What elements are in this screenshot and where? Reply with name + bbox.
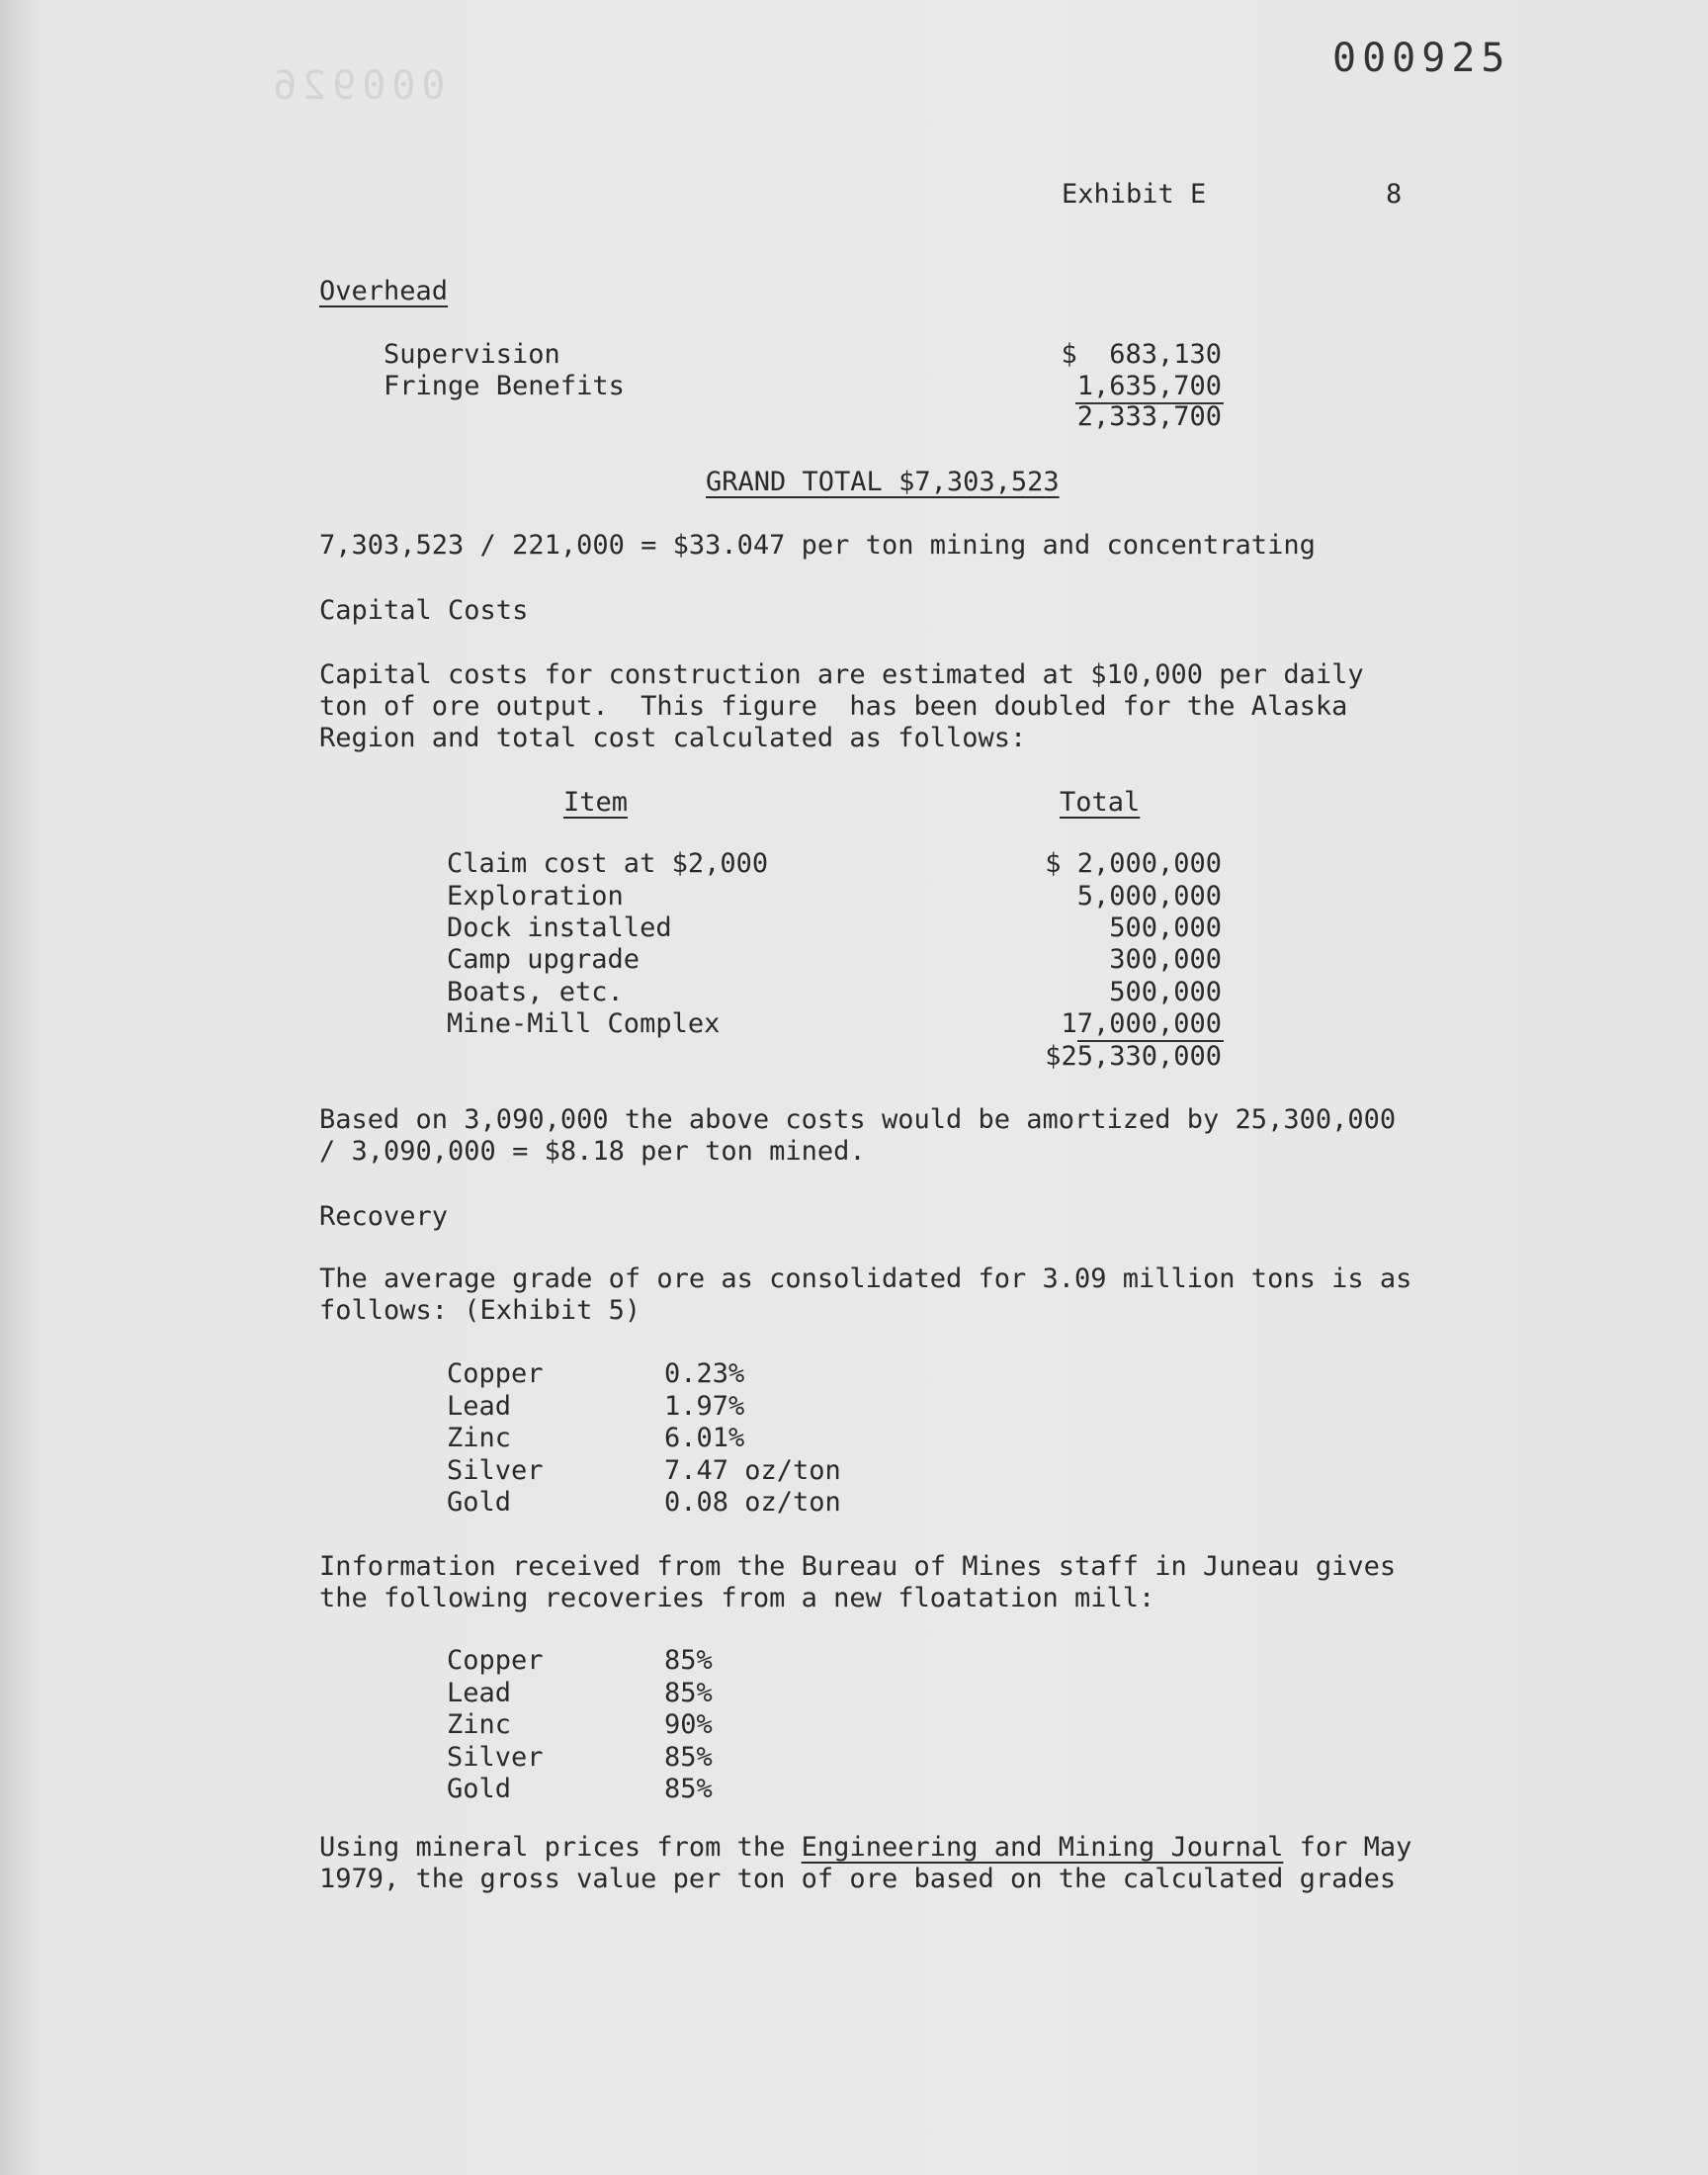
overhead-subtotal: 2,333,700 [1076, 401, 1222, 432]
capital-item-total: $ 2,000,000 [1045, 848, 1222, 879]
grade-metal: Lead [447, 1390, 512, 1422]
recovery-rate-list [447, 1645, 862, 1806]
closing-line-2: 1979, the gross value per ton of ore based on the calculated grades [319, 1864, 1397, 1894]
capital-item-label: Dock installed [447, 913, 672, 943]
per-ton-line: 7,303,523 / 221,000 = $33.047 per ton mining and concentrating [319, 530, 1316, 561]
grade-value: 0.08 oz/ton [664, 1487, 841, 1518]
grade-metal: Copper [447, 1358, 544, 1389]
column-header-total: Total [1060, 787, 1141, 818]
recovery-heading: Recovery [319, 1201, 449, 1232]
amortize-line-2: / 3,090,000 = $8.18 per ton mined. [319, 1136, 866, 1167]
bureau-line-2: the following recoveries from a new floatation mill: [319, 1583, 1155, 1613]
closing-prefix: Using mineral prices from the [319, 1832, 802, 1863]
recovery-metal: Lead [447, 1677, 512, 1708]
recovery-value: 85% [664, 1677, 713, 1708]
bleed-through-number: 000926 [267, 63, 446, 109]
closing-line-1 [319, 1831, 1411, 1864]
grade-metal: Zinc [447, 1423, 512, 1453]
grade-metal: Gold [447, 1487, 512, 1518]
capital-item-total: 500,000 [1109, 977, 1222, 1007]
recovery-value: 90% [664, 1709, 713, 1740]
recovery-metal: Zinc [447, 1709, 512, 1740]
exhibit-label: Exhibit E [1062, 179, 1207, 210]
capital-paragraph-line-3: Region and total cost calculated as follows: [319, 723, 1027, 753]
bureau-line-1: Information received from the Bureau of Mines staff in Juneau gives [319, 1551, 1397, 1582]
grade-value: 7.47 oz/ton [664, 1454, 841, 1486]
capital-heading: Capital Costs [319, 595, 529, 626]
capital-item-label: Boats, etc. [447, 977, 624, 1007]
capital-item-total: 300,000 [1109, 944, 1222, 975]
capital-grand-total: $25,330,000 [1045, 1041, 1222, 1072]
overhead-amount-supervision: $ 683,130 [1061, 339, 1222, 370]
amortize-line-1: Based on 3,090,000 the above costs would be amortized by 25,300,000 [319, 1104, 1397, 1135]
ore-grade-list [447, 1358, 961, 1520]
recovery-value: 85% [664, 1774, 713, 1804]
capital-item-total: 5,000,000 [1076, 881, 1222, 912]
recovery-metal: Gold [447, 1774, 512, 1804]
capital-paragraph-line-2: ton of ore output. This figure has been doubled for the Alaska [319, 691, 1348, 722]
capital-item-label: Exploration [447, 881, 624, 912]
grade-value: 6.01% [664, 1423, 745, 1453]
document-number: 000925 [1332, 36, 1511, 81]
grade-value: 1.97% [664, 1390, 745, 1422]
capital-item-total: 500,000 [1109, 913, 1222, 943]
capital-item-label: Claim cost at $2,000 [447, 848, 769, 879]
overhead-heading: Overhead [319, 276, 449, 306]
overhead-label-fringe: Fringe Benefits [384, 371, 625, 401]
capital-paragraph-line-1: Capital costs for construction are estimated at $10,000 per daily [319, 659, 1364, 690]
capital-item-label: Camp upgrade [447, 944, 640, 975]
column-header-item: Item [563, 787, 629, 818]
overhead-amount-fringe: 1,635,700 [1076, 371, 1222, 401]
capital-item-label: Mine-Mill Complex [447, 1008, 721, 1039]
page-number: 8 [1386, 179, 1403, 210]
recovery-value: 85% [664, 1741, 713, 1773]
recovery-metal: Silver [447, 1741, 544, 1773]
recovery-metal: Copper [447, 1645, 544, 1676]
capital-item-total: 17,000,000 [1061, 1008, 1222, 1039]
recovery-value: 85% [664, 1645, 713, 1676]
overhead-label-supervision: Supervision [384, 339, 560, 370]
recovery-intro-line-2: follows: (Exhibit 5) [319, 1295, 641, 1326]
journal-title: Engineering and Mining Journal [801, 1832, 1284, 1863]
recovery-intro-line-1: The average grade of ore as consolidated for 3.09 million tons is as [319, 1263, 1412, 1294]
grand-total: GRAND TOTAL $7,303,523 [706, 467, 1060, 497]
grade-metal: Silver [447, 1454, 544, 1486]
grade-value: 0.23% [664, 1358, 745, 1389]
closing-suffix: for May [1283, 1832, 1412, 1863]
